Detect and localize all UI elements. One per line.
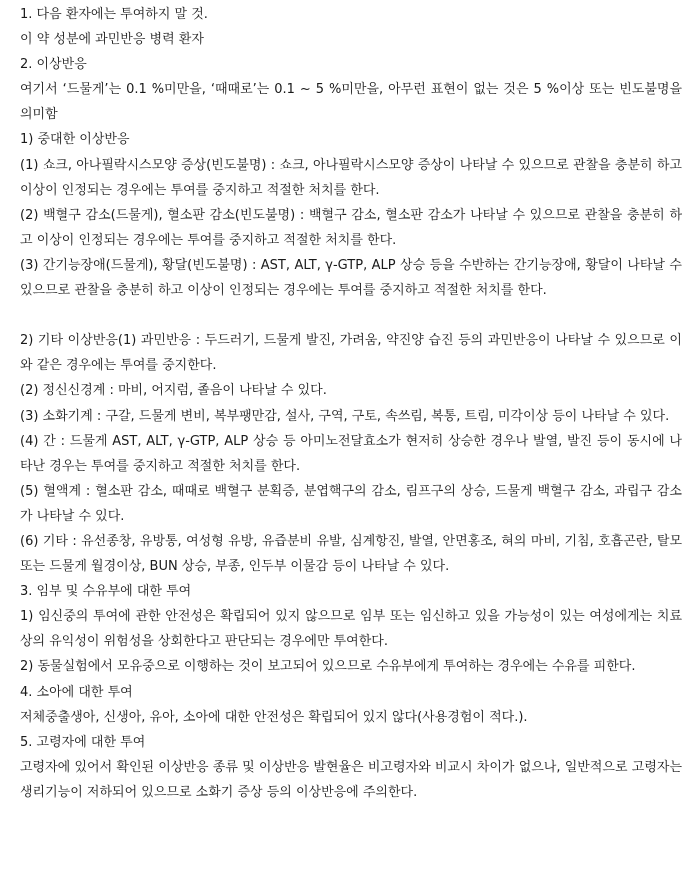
other-reaction-neuro: (2) 정신신경계 : 마비, 어지럼, 졸음이 나타날 수 있다. — [20, 383, 327, 399]
pediatric-text: 저체중출생아, 신생아, 유아, 소아에 대한 안전성은 확립되어 있지 않다(사용경험이 적다.). — [20, 709, 528, 725]
pediatric-heading: 4. 소아에 대한 투여 — [20, 684, 133, 700]
geriatric-text: 고령자에 있어서 확인된 이상반응 종류 및 이상반응 발현율은 비고령자와 비교시 차이가 없으나, 일반적으로 고령자는 생리기능이 저하되어 있으므로 소화기 증상 등의 이상반응에 주의한다. — [20, 759, 682, 800]
other-reaction-digestive: (3) 소화기계 : 구갈, 드물게 변비, 복부팽만감, 설사, 구역, 구토, 속쓰림, 복통, 트림, 미각이상 등이 나타날 수 있다. — [20, 408, 670, 424]
adverse-reactions-heading: 2. 이상반응 — [20, 57, 87, 73]
frequency-definition: 여기서 ‘드물게’는 0.1 %미만을, ‘때때로’는 0.1 ~ 5 %미만을, 아무런 표현이 없는 것은 5 %이상 또는 빈도불명을 의미함 — [20, 82, 682, 123]
geriatric-heading: 5. 고령자에 대한 투여 — [20, 734, 146, 750]
other-reaction-liver: (4) 간 : 드물게 AST, ALT, γ-GTP, ALP 상승 등 아미노전달효소가 현저히 상승한 경우나 발열, 발진 등이 동시에 나타난 경우는 투여를 중지하고 적절한 처치를 한다. — [20, 433, 682, 474]
serious-reaction-liver: (3) 간기능장애(드물게), 황달(빈도불명) : AST, ALT, γ-GTP, ALP 상승 등을 수반하는 간기능장애, 황달이 나타날 수 있으므로 관찰을 충분히 하고 이상이 인정되는 경우에는 투여를 중지하고 적절한 처치를 한다. — [20, 257, 682, 299]
pregnancy-heading: 3. 임부 및 수유부에 대한 투여 — [20, 584, 192, 600]
pregnancy-text: 1) 임신중의 투여에 관한 안전성은 확립되어 있지 않으므로 임부 또는 임신하고 있을 가능성이 있는 여성에게는 치료상의 유익성이 위험성을 상회한다고 판단되는 경우에만 투여한다. — [20, 609, 682, 650]
contraindications-heading: 1. 다음 환자에는 투여하지 말 것. — [20, 7, 208, 22]
other-reaction-blood: (5) 혈액계 : 혈소판 감소, 때때로 백혈구 분획증, 분엽핵구의 감소, 림프구의 상승, 드물게 백혈구 감소, 과립구 감소가 나타날 수 있다. — [20, 483, 682, 524]
other-reaction-hypersensitivity: 2) 기타 이상반응(1) 과민반응 : 두드러기, 드물게 발진, 가려움, 약진양 습진 등의 과민반응이 나타날 수 있으므로 이와 같은 경우에는 투여를 중지한다. — [20, 333, 682, 374]
other-reaction-misc: (6) 기타 : 유선종창, 유방통, 여성형 유방, 유즙분비 유발, 심계항진, 발열, 안면홍조, 혀의 마비, 기침, 호흡곤란, 탈모 또는 드물게 월경이상, BUN 상승, 부종, 인두부 이물감 등이 나타날 수 있다. — [20, 533, 682, 575]
serious-reactions-heading: 1) 중대한 이상반응 — [20, 132, 130, 148]
blank-line — [20, 303, 682, 328]
contraindications-text: 이 약 성분에 과민반응 병력 환자 — [20, 32, 204, 48]
lactation-text: 2) 동물실험에서 모유중으로 이행하는 것이 보고되어 있으므로 수유부에게 투여하는 경우에는 수유를 피한다. — [20, 659, 636, 675]
serious-reaction-shock: (1) 쇼크, 아나필락시스모양 증상(빈도불명) : 쇼크, 아나필락시스모양 증상이 나타날 수 있으므로 관찰을 충분히 하고 이상이 인정되는 경우에는 투여를 중지하고 적절한 처치를 한다. — [20, 157, 682, 198]
serious-reaction-leukopenia: (2) 백혈구 감소(드물게), 혈소판 감소(빈도불명) : 백혈구 감소, 혈소판 감소가 나타날 수 있으므로 관찰을 충분히 하고 이상이 인정되는 경우에는 투여를 중지하고 적절한 처치를 한다. — [20, 207, 682, 248]
